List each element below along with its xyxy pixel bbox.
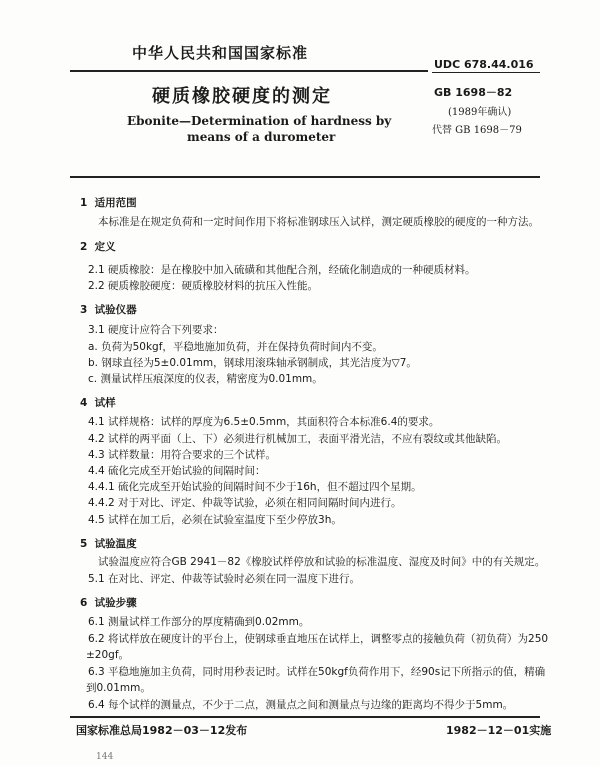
title-en-line1: Ebonite—Determination of hardness by <box>127 114 392 128</box>
title-rule <box>70 176 540 178</box>
section-6-heading: 6 试验步骤 <box>80 597 137 609</box>
section-3-heading: 3 试验仪器 <box>80 304 137 316</box>
clause-4-5: 4.5 试样在加工后，必须在试验室温度下至少停放3h。 <box>88 514 342 526</box>
clause-4-2: 4.2 试样的两平面（上、下）必须进行机械加工，表面平滑光洁，不应有裂纹或其他缺陷。 <box>88 433 508 445</box>
section-5-text: 试验温度应符合GB 2941－82《橡胶试样停放和试验的标准温度、湿度及时间》中的有关规定。 <box>98 556 546 568</box>
udc-code: UDC 678.44.016 <box>434 58 534 71</box>
footer-rule <box>70 716 540 718</box>
title-cn: 硬质橡胶硬度的测定 <box>152 86 332 107</box>
clause-4-1: 4.1 试样规格：试样的厚度为6.5±0.5mm，其面积符合本标准6.4的要求。 <box>88 416 440 428</box>
clause-6-2-cont: ±20gf。 <box>86 649 130 661</box>
clause-6-3: 6.3 平稳地施加主负荷，同时用秒表记时。试样在50kgf负荷作用下，经90s记下所指示的值，精确 <box>88 666 546 678</box>
clause-3-1: 3.1 硬度计应符合下列要求： <box>88 324 224 336</box>
clause-2-1: 2.1 硬质橡胶：是在橡胶中加入硫磺和其他配合剂，经硫化制造成的一种硬质材料。 <box>88 264 476 276</box>
section-1-text: 本标准是在规定负荷和一定时间作用下将标准钢球压入试样，测定硬质橡胶的硬度的一种方法。 <box>98 216 539 228</box>
clause-6-1: 6.1 测量试样工作部分的厚度精确到0.02mm。 <box>88 616 310 628</box>
page-number: 144 <box>96 752 114 762</box>
section-1-heading: 1 适用范围 <box>80 197 137 209</box>
clause-6-3-cont: 到0.01mm。 <box>86 682 151 694</box>
effective-date: 1982－12－01实施 <box>446 724 552 737</box>
section-5-heading: 5 试验温度 <box>80 538 137 550</box>
issue-date: 国家标准总局1982－03－12发布 <box>76 724 248 737</box>
clause-3-1-a: a. 负荷为50kgf，平稳地施加负荷，并在保持负荷时间内不变。 <box>88 341 383 353</box>
clause-6-4: 6.4 每个试样的测量点，不少于二点，测量点之间和测量点与边缘的距离均不得少于5mm。 <box>88 699 514 711</box>
title-en-line2: means of a durometer <box>187 130 336 144</box>
header-rule-right <box>432 72 540 73</box>
clause-5-1: 5.1 在对比、评定、仲裁等试验时必须在同一温度下进行。 <box>88 573 361 585</box>
clause-4-4-1: 4.4.1 硫化完成至开始试验的间隔时间不少于16h，但不超过四个星期。 <box>88 481 422 493</box>
clause-3-1-c: c. 测量试样压痕深度的仪表，精密度为0.01mm。 <box>88 373 323 385</box>
clause-4-4-2: 4.4.2 对于对比、评定、仲裁等试验，必须在相同间隔时间内进行。 <box>88 497 402 509</box>
clause-4-4: 4.4 硫化完成至开始试验的间隔时间： <box>88 465 266 477</box>
clause-4-3: 4.3 试样数量：用符合要求的三个试样。 <box>88 449 277 461</box>
clause-2-2: 2.2 硬质橡胶硬度：硬质橡胶材料的抗压入性能。 <box>88 280 319 292</box>
replaces-note: 代替 GB 1698－79 <box>432 125 522 136</box>
header-rule-left <box>70 70 428 72</box>
clause-3-1-b: b. 钢球直径为5±0.01mm，钢球用滚珠轴承钢制成，其光洁度为▽7。 <box>88 357 417 369</box>
section-2-heading: 2 定义 <box>80 241 116 253</box>
gb-code: GB 1698－82 <box>434 86 513 99</box>
confirmed-note: (1989年确认) <box>448 107 512 118</box>
section-4-heading: 4 试样 <box>80 397 116 409</box>
clause-6-2: 6.2 将试样放在硬度计的平台上，使钢球垂直地压在试样上，调整零点的接触负荷（初负荷）为250 <box>88 633 549 645</box>
issuing-org: 中华人民共和国国家标准 <box>132 44 309 62</box>
